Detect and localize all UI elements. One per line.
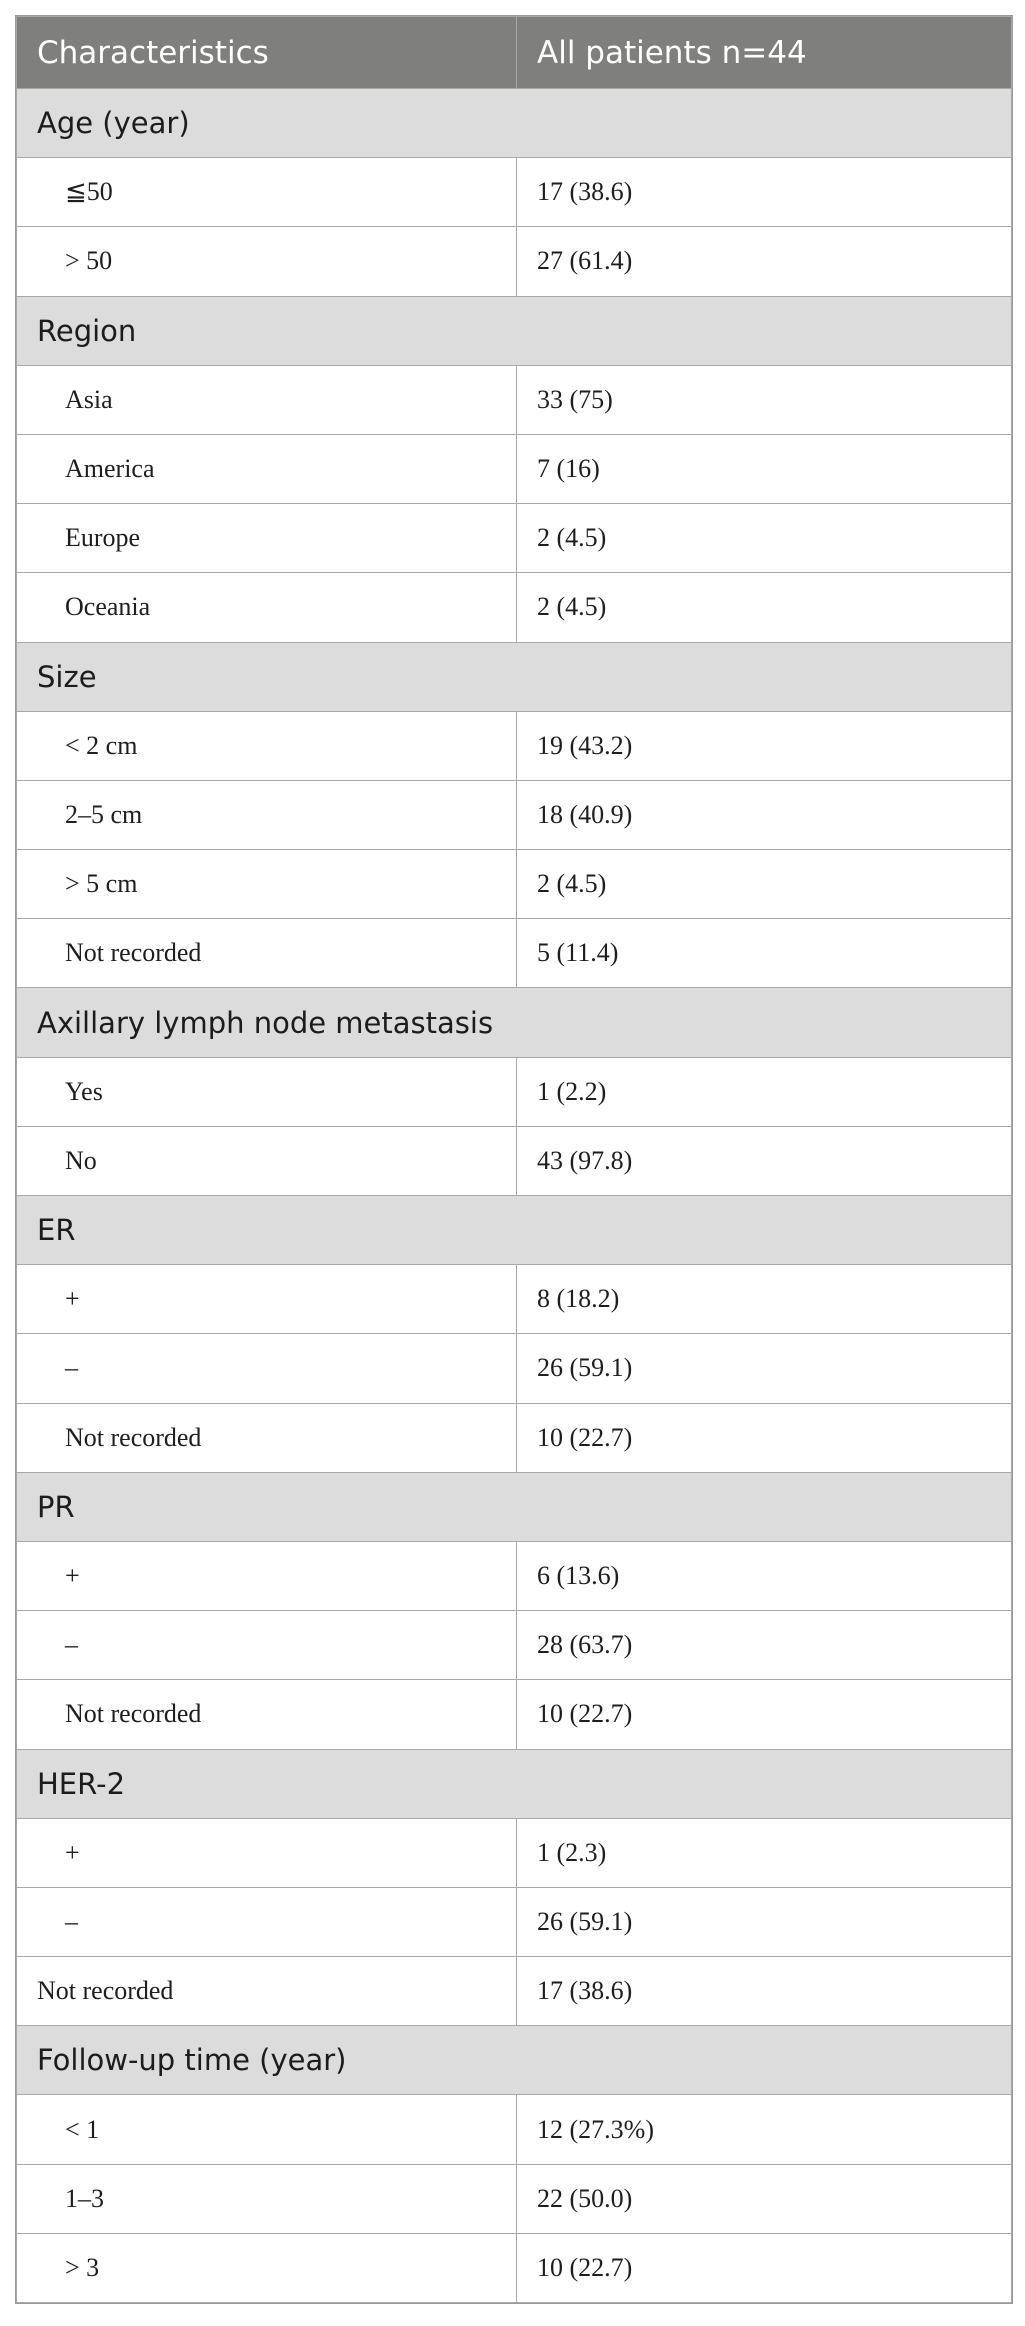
section-label: ER bbox=[17, 1196, 1012, 1265]
patient-count-value: 5 (11.4) bbox=[517, 919, 1012, 988]
patient-count-value: 1 (2.3) bbox=[517, 1818, 1012, 1887]
characteristic-label: < 1 bbox=[17, 2095, 517, 2164]
section-label: Follow-up time (year) bbox=[17, 2026, 1012, 2095]
table-row bbox=[17, 1957, 1012, 2026]
patient-count-value: 2 (4.5) bbox=[517, 850, 1012, 919]
table-row bbox=[17, 504, 1012, 573]
patient-count-value: 12 (27.3%) bbox=[517, 2095, 1012, 2164]
section-header-row bbox=[17, 1196, 1012, 1265]
patient-count-value: 7 (16) bbox=[517, 434, 1012, 503]
table-row bbox=[17, 1818, 1012, 1887]
characteristic-label: Not recorded bbox=[17, 919, 517, 988]
characteristic-label: > 50 bbox=[17, 227, 517, 296]
patient-count-value: 10 (22.7) bbox=[517, 2233, 1012, 2302]
characteristic-label: Not recorded bbox=[17, 1680, 517, 1749]
section-header-row bbox=[17, 1749, 1012, 1818]
table-row bbox=[17, 573, 1012, 642]
table-row bbox=[17, 850, 1012, 919]
characteristic-label: + bbox=[17, 1265, 517, 1334]
patient-count-value: 33 (75) bbox=[517, 365, 1012, 434]
table-row bbox=[17, 2233, 1012, 2302]
column-header-characteristics: Characteristics bbox=[17, 17, 517, 89]
table-row bbox=[17, 227, 1012, 296]
table-row bbox=[17, 1541, 1012, 1610]
patient-characteristics-table-container bbox=[15, 15, 1013, 2304]
section-header-row bbox=[17, 988, 1012, 1057]
table-row bbox=[17, 365, 1012, 434]
table-row bbox=[17, 434, 1012, 503]
characteristic-label: – bbox=[17, 1611, 517, 1680]
table-row bbox=[17, 1126, 1012, 1195]
patient-count-value: 22 (50.0) bbox=[517, 2164, 1012, 2233]
patient-count-value: 6 (13.6) bbox=[517, 1541, 1012, 1610]
characteristic-label: > 3 bbox=[17, 2233, 517, 2302]
patient-count-value: 18 (40.9) bbox=[517, 780, 1012, 849]
patient-count-value: 8 (18.2) bbox=[517, 1265, 1012, 1334]
characteristic-label: Not recorded bbox=[17, 1403, 517, 1472]
patient-characteristics-table bbox=[16, 16, 1012, 2303]
table-header-row bbox=[17, 17, 1012, 89]
section-label: Axillary lymph node metastasis bbox=[17, 988, 1012, 1057]
table-row bbox=[17, 919, 1012, 988]
patient-count-value: 26 (59.1) bbox=[517, 1887, 1012, 1956]
characteristic-label: + bbox=[17, 1818, 517, 1887]
characteristic-label: Asia bbox=[17, 365, 517, 434]
patient-count-value: 10 (22.7) bbox=[517, 1403, 1012, 1472]
patient-count-value: 2 (4.5) bbox=[517, 573, 1012, 642]
section-label: Size bbox=[17, 642, 1012, 711]
patient-count-value: 26 (59.1) bbox=[517, 1334, 1012, 1403]
characteristic-label: – bbox=[17, 1887, 517, 1956]
section-label: HER-2 bbox=[17, 1749, 1012, 1818]
table-row bbox=[17, 1887, 1012, 1956]
table-body bbox=[17, 89, 1012, 2303]
table-row bbox=[17, 158, 1012, 227]
column-header-all-patients: All patients n=44 bbox=[517, 17, 1012, 89]
patient-count-value: 1 (2.2) bbox=[517, 1057, 1012, 1126]
characteristic-label: 2–5 cm bbox=[17, 780, 517, 849]
patient-count-value: 17 (38.6) bbox=[517, 1957, 1012, 2026]
characteristic-label: > 5 cm bbox=[17, 850, 517, 919]
characteristic-label: Not recorded bbox=[17, 1957, 517, 2026]
table-row bbox=[17, 2164, 1012, 2233]
patient-count-value: 2 (4.5) bbox=[517, 504, 1012, 573]
characteristic-label: America bbox=[17, 434, 517, 503]
table-row bbox=[17, 2095, 1012, 2164]
characteristic-label: 1–3 bbox=[17, 2164, 517, 2233]
patient-count-value: 17 (38.6) bbox=[517, 158, 1012, 227]
section-label: Region bbox=[17, 296, 1012, 365]
characteristic-label: – bbox=[17, 1334, 517, 1403]
section-header-row bbox=[17, 642, 1012, 711]
section-label: PR bbox=[17, 1472, 1012, 1541]
table-row bbox=[17, 780, 1012, 849]
table-row bbox=[17, 1334, 1012, 1403]
characteristic-label: < 2 cm bbox=[17, 711, 517, 780]
table-row bbox=[17, 1403, 1012, 1472]
patient-count-value: 28 (63.7) bbox=[517, 1611, 1012, 1680]
table-row bbox=[17, 711, 1012, 780]
characteristic-label: ≦50 bbox=[17, 158, 517, 227]
section-header-row bbox=[17, 89, 1012, 158]
section-header-row bbox=[17, 1472, 1012, 1541]
characteristic-label: Yes bbox=[17, 1057, 517, 1126]
patient-count-value: 43 (97.8) bbox=[517, 1126, 1012, 1195]
characteristic-label: + bbox=[17, 1541, 517, 1610]
patient-count-value: 27 (61.4) bbox=[517, 227, 1012, 296]
characteristic-label: Europe bbox=[17, 504, 517, 573]
section-label: Age (year) bbox=[17, 89, 1012, 158]
section-header-row bbox=[17, 2026, 1012, 2095]
patient-count-value: 10 (22.7) bbox=[517, 1680, 1012, 1749]
section-header-row bbox=[17, 296, 1012, 365]
patient-count-value: 19 (43.2) bbox=[517, 711, 1012, 780]
table-row bbox=[17, 1611, 1012, 1680]
characteristic-label: No bbox=[17, 1126, 517, 1195]
table-row bbox=[17, 1680, 1012, 1749]
table-row bbox=[17, 1265, 1012, 1334]
table-row bbox=[17, 1057, 1012, 1126]
characteristic-label: Oceania bbox=[17, 573, 517, 642]
